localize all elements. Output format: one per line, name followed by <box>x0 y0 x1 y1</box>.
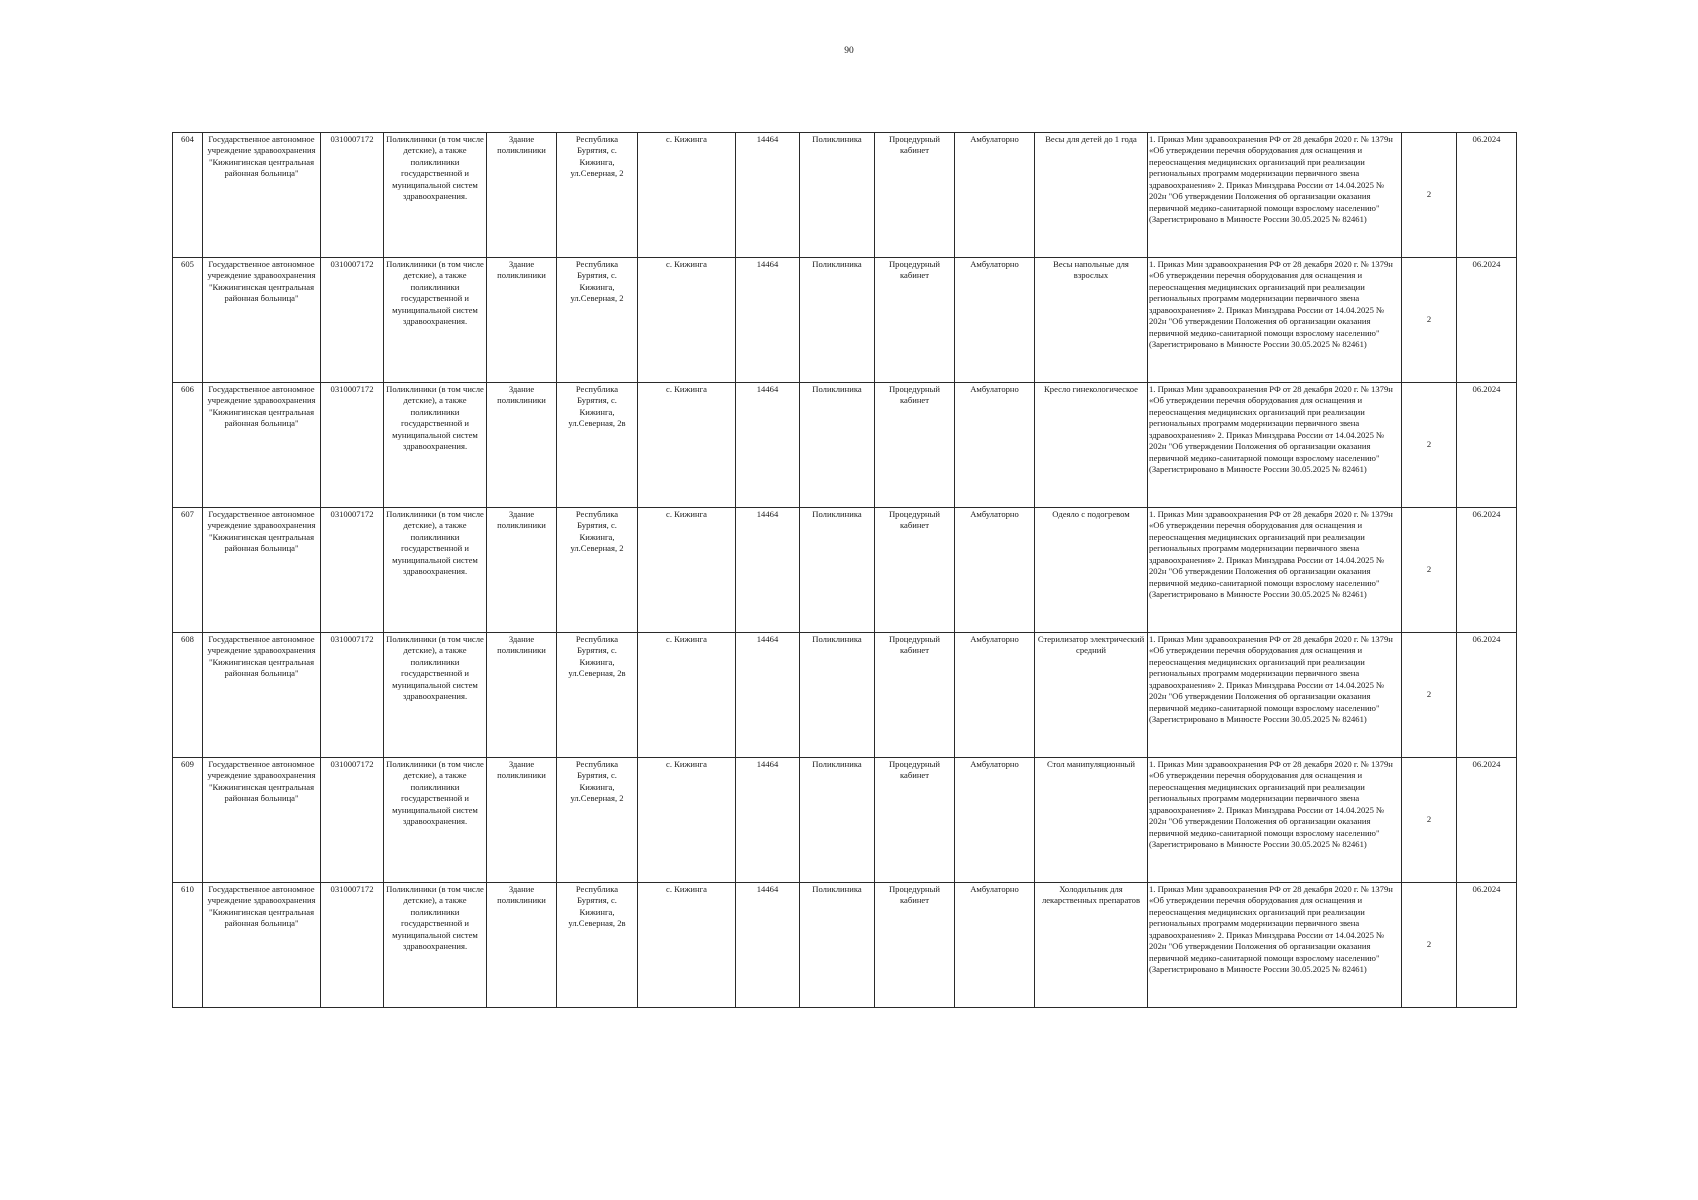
page-number: 90 <box>844 46 854 56</box>
cell-building: Здание поликлиники <box>487 508 557 633</box>
cell-date: 06.2024 <box>1457 883 1517 1008</box>
cell-code: 0310007172 <box>321 633 384 758</box>
cell-code: 0310007172 <box>321 508 384 633</box>
cell-settlement: с. Кижинга <box>638 883 736 1008</box>
cell-care-type: Амбулаторно <box>955 758 1035 883</box>
cell-index: 14464 <box>736 633 800 758</box>
cell-care-type: Амбулаторно <box>955 383 1035 508</box>
cell-building: Здание поликлиники <box>487 633 557 758</box>
cell-room: Процедурный кабинет <box>875 758 955 883</box>
cell-settlement: с. Кижинга <box>638 758 736 883</box>
cell-institution: Государственное автономное учреждение здравоохранения "Кижингинская центральная районная больница" <box>203 508 321 633</box>
cell-institution: Государственное автономное учреждение здравоохранения "Кижингинская центральная районная больница" <box>203 383 321 508</box>
cell-settlement: с. Кижинга <box>638 508 736 633</box>
table-row <box>173 258 1517 383</box>
cell-settlement: с. Кижинга <box>638 258 736 383</box>
table-body <box>173 133 1517 1008</box>
cell-address: Республика Бурятия, с. Кижинга, ул.Северная, 2 <box>557 133 638 258</box>
cell-code: 0310007172 <box>321 883 384 1008</box>
cell-org-type: Поликлиники (в том числе детские), а также поликлиники государственной и муниципальной систем здравоохранения. <box>384 883 487 1008</box>
cell-document: 1. Приказ Мин здравоохранения РФ от 28 декабря 2020 г. № 1379н «Об утверждении перечня оборудования для оснащения и переоснащения медицинских организаций при реализации региональных программ модернизации первичного звена здравоохранения» 2. Приказ Минздрава России от 14.04.2025 № 202н "Об утверждении Положения об организации оказания первичной медико-санитарной помощи взрослому населению" (Зарегистрировано в Минюсте России 30.05.2025 № 82461) <box>1148 383 1402 508</box>
cell-quantity: 2 <box>1402 383 1457 508</box>
cell-date: 06.2024 <box>1457 133 1517 258</box>
table-row <box>173 383 1517 508</box>
cell-index: 14464 <box>736 883 800 1008</box>
cell-equipment: Весы для детей до 1 года <box>1035 133 1148 258</box>
cell-org-type: Поликлиники (в том числе детские), а также поликлиники государственной и муниципальной систем здравоохранения. <box>384 133 487 258</box>
cell-unit: Поликлиника <box>800 258 875 383</box>
table-row <box>173 758 1517 883</box>
cell-address: Республика Бурятия, с. Кижинга, ул.Северная, 2 <box>557 758 638 883</box>
cell-institution: Государственное автономное учреждение здравоохранения "Кижингинская центральная районная больница" <box>203 258 321 383</box>
table-row <box>173 633 1517 758</box>
cell-address: Республика Бурятия, с. Кижинга, ул.Северная, 2в <box>557 383 638 508</box>
cell-quantity: 2 <box>1402 133 1457 258</box>
cell-address: Республика Бурятия, с. Кижинга, ул.Северная, 2 <box>557 258 638 383</box>
cell-org-type: Поликлиники (в том числе детские), а также поликлиники государственной и муниципальной систем здравоохранения. <box>384 508 487 633</box>
cell-org-type: Поликлиники (в том числе детские), а также поликлиники государственной и муниципальной систем здравоохранения. <box>384 633 487 758</box>
cell-quantity: 2 <box>1402 758 1457 883</box>
cell-room: Процедурный кабинет <box>875 633 955 758</box>
cell-num: 610 <box>173 883 203 1008</box>
cell-care-type: Амбулаторно <box>955 633 1035 758</box>
cell-room: Процедурный кабинет <box>875 383 955 508</box>
cell-org-type: Поликлиники (в том числе детские), а также поликлиники государственной и муниципальной систем здравоохранения. <box>384 383 487 508</box>
cell-institution: Государственное автономное учреждение здравоохранения "Кижингинская центральная районная больница" <box>203 633 321 758</box>
cell-unit: Поликлиника <box>800 883 875 1008</box>
cell-room: Процедурный кабинет <box>875 133 955 258</box>
cell-building: Здание поликлиники <box>487 883 557 1008</box>
cell-document: 1. Приказ Мин здравоохранения РФ от 28 декабря 2020 г. № 1379н «Об утверждении перечня оборудования для оснащения и переоснащения медицинских организаций при реализации региональных программ модернизации первичного звена здравоохранения» 2. Приказ Минздрава России от 14.04.2025 № 202н "Об утверждении Положения об организации оказания первичной медико-санитарной помощи взрослому населению" (Зарегистрировано в Минюсте России 30.05.2025 № 82461) <box>1148 508 1402 633</box>
cell-index: 14464 <box>736 133 800 258</box>
cell-room: Процедурный кабинет <box>875 883 955 1008</box>
cell-quantity: 2 <box>1402 883 1457 1008</box>
cell-index: 14464 <box>736 383 800 508</box>
cell-building: Здание поликлиники <box>487 258 557 383</box>
cell-care-type: Амбулаторно <box>955 508 1035 633</box>
cell-equipment: Весы напольные для взрослых <box>1035 258 1148 383</box>
cell-unit: Поликлиника <box>800 383 875 508</box>
cell-org-type: Поликлиники (в том числе детские), а также поликлиники государственной и муниципальной систем здравоохранения. <box>384 258 487 383</box>
cell-equipment: Стол манипуляционный <box>1035 758 1148 883</box>
equipment-table <box>172 132 1517 1008</box>
cell-address: Республика Бурятия, с. Кижинга, ул.Северная, 2 <box>557 508 638 633</box>
cell-building: Здание поликлиники <box>487 383 557 508</box>
cell-equipment: Одеяло с подогревом <box>1035 508 1148 633</box>
table-row <box>173 508 1517 633</box>
cell-date: 06.2024 <box>1457 508 1517 633</box>
cell-quantity: 2 <box>1402 633 1457 758</box>
cell-index: 14464 <box>736 258 800 383</box>
cell-room: Процедурный кабинет <box>875 258 955 383</box>
cell-code: 0310007172 <box>321 383 384 508</box>
cell-address: Республика Бурятия, с. Кижинга, ул.Северная, 2в <box>557 633 638 758</box>
cell-building: Здание поликлиники <box>487 133 557 258</box>
cell-address: Республика Бурятия, с. Кижинга, ул.Северная, 2в <box>557 883 638 1008</box>
cell-code: 0310007172 <box>321 258 384 383</box>
cell-document: 1. Приказ Мин здравоохранения РФ от 28 декабря 2020 г. № 1379н «Об утверждении перечня оборудования для оснащения и переоснащения медицинских организаций при реализации региональных программ модернизации первичного звена здравоохранения» 2. Приказ Минздрава России от 14.04.2025 № 202н "Об утверждении Положения об организации оказания первичной медико-санитарной помощи взрослому населению" (Зарегистрировано в Минюсте России 30.05.2025 № 82461) <box>1148 133 1402 258</box>
cell-document: 1. Приказ Мин здравоохранения РФ от 28 декабря 2020 г. № 1379н «Об утверждении перечня оборудования для оснащения и переоснащения медицинских организаций при реализации региональных программ модернизации первичного звена здравоохранения» 2. Приказ Минздрава России от 14.04.2025 № 202н "Об утверждении Положения об организации оказания первичной медико-санитарной помощи взрослому населению" (Зарегистрировано в Минюсте России 30.05.2025 № 82461) <box>1148 883 1402 1008</box>
cell-document: 1. Приказ Мин здравоохранения РФ от 28 декабря 2020 г. № 1379н «Об утверждении перечня оборудования для оснащения и переоснащения медицинских организаций при реализации региональных программ модернизации первичного звена здравоохранения» 2. Приказ Минздрава России от 14.04.2025 № 202н "Об утверждении Положения об организации оказания первичной медико-санитарной помощи взрослому населению" (Зарегистрировано в Минюсте России 30.05.2025 № 82461) <box>1148 758 1402 883</box>
cell-document: 1. Приказ Мин здравоохранения РФ от 28 декабря 2020 г. № 1379н «Об утверждении перечня оборудования для оснащения и переоснащения медицинских организаций при реализации региональных программ модернизации первичного звена здравоохранения» 2. Приказ Минздрава России от 14.04.2025 № 202н "Об утверждении Положения об организации оказания первичной медико-санитарной помощи взрослому населению" (Зарегистрировано в Минюсте России 30.05.2025 № 82461) <box>1148 633 1402 758</box>
cell-institution: Государственное автономное учреждение здравоохранения "Кижингинская центральная районная больница" <box>203 133 321 258</box>
cell-settlement: с. Кижинга <box>638 633 736 758</box>
cell-building: Здание поликлиники <box>487 758 557 883</box>
cell-date: 06.2024 <box>1457 258 1517 383</box>
cell-institution: Государственное автономное учреждение здравоохранения "Кижингинская центральная районная больница" <box>203 883 321 1008</box>
cell-num: 607 <box>173 508 203 633</box>
cell-num: 609 <box>173 758 203 883</box>
cell-date: 06.2024 <box>1457 383 1517 508</box>
table-row <box>173 883 1517 1008</box>
cell-equipment: Кресло гинекологическое <box>1035 383 1148 508</box>
cell-unit: Поликлиника <box>800 508 875 633</box>
cell-num: 605 <box>173 258 203 383</box>
cell-care-type: Амбулаторно <box>955 883 1035 1008</box>
cell-code: 0310007172 <box>321 758 384 883</box>
cell-institution: Государственное автономное учреждение здравоохранения "Кижингинская центральная районная больница" <box>203 758 321 883</box>
cell-settlement: с. Кижинга <box>638 383 736 508</box>
cell-index: 14464 <box>736 508 800 633</box>
cell-document: 1. Приказ Мин здравоохранения РФ от 28 декабря 2020 г. № 1379н «Об утверждении перечня оборудования для оснащения и переоснащения медицинских организаций при реализации региональных программ модернизации первичного звена здравоохранения» 2. Приказ Минздрава России от 14.04.2025 № 202н "Об утверждении Положения об организации оказания первичной медико-санитарной помощи взрослому населению" (Зарегистрировано в Минюсте России 30.05.2025 № 82461) <box>1148 258 1402 383</box>
cell-room: Процедурный кабинет <box>875 508 955 633</box>
cell-equipment: Холодильник для лекарственных препаратов <box>1035 883 1148 1008</box>
cell-settlement: с. Кижинга <box>638 133 736 258</box>
cell-num: 608 <box>173 633 203 758</box>
cell-unit: Поликлиника <box>800 133 875 258</box>
cell-org-type: Поликлиники (в том числе детские), а также поликлиники государственной и муниципальной систем здравоохранения. <box>384 758 487 883</box>
cell-code: 0310007172 <box>321 133 384 258</box>
cell-care-type: Амбулаторно <box>955 133 1035 258</box>
cell-num: 606 <box>173 383 203 508</box>
cell-quantity: 2 <box>1402 258 1457 383</box>
cell-quantity: 2 <box>1402 508 1457 633</box>
cell-index: 14464 <box>736 758 800 883</box>
cell-unit: Поликлиника <box>800 758 875 883</box>
cell-unit: Поликлиника <box>800 633 875 758</box>
table-row <box>173 133 1517 258</box>
cell-num: 604 <box>173 133 203 258</box>
cell-date: 06.2024 <box>1457 633 1517 758</box>
cell-care-type: Амбулаторно <box>955 258 1035 383</box>
cell-date: 06.2024 <box>1457 758 1517 883</box>
cell-equipment: Стерилизатор электрический средний <box>1035 633 1148 758</box>
